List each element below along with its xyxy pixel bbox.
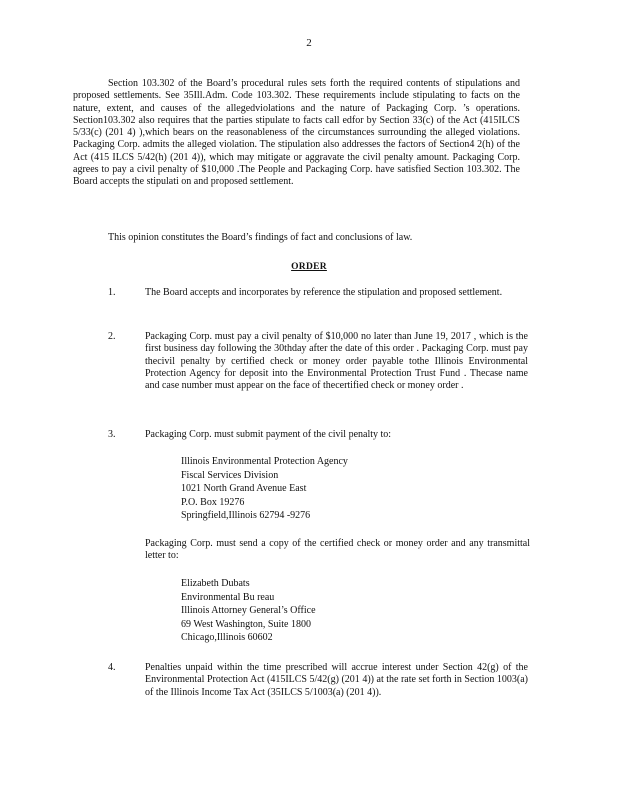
order-item-text: Penalties unpaid within the time prescribed will accrue interest under Section 42(g) of the Environmental Protection Act (415ILCS 5/42(g) (201 4)) at the rate set forth in Section 1003(a) of the Illinois Income Tax Act (35ILCS 5/1003(a) (201 4)). xyxy=(145,662,528,698)
page-number: 2 xyxy=(306,37,312,49)
findings-statement-paragraph: This opinion constitutes the Board’s findings of fact and conclusions of law. xyxy=(108,232,413,243)
copy-instruction-paragraph: Packaging Corp. must send a copy of the certified check or money order and any transmittal letter to: xyxy=(145,538,530,562)
address-line: Chicago,Illinois 60602 xyxy=(181,632,273,643)
order-item-text: The Board accepts and incorporates by reference the stipulation and proposed settlement. xyxy=(145,287,503,298)
address-line: Springfield,Illinois 62794 -9276 xyxy=(181,510,311,521)
settlement-discussion-paragraph: Section 103.302 of the Board’s procedural rules sets forth the required contents of stipulations and proposed settlements. See 35Ill.Adm. Code 103.302. These requirements include stipulating to facts on the nature, extent, and causes of the allegedviolations and the nature of Packaging Corp. ’s operations. Section103.302 also requires that the parties stipulate to facts call edfor by Section 33(c) of the Act (415ILCS 5/33(c) (201 4) ),which bears on the reasonableness of the circumstances surrounding the alleged violations. Packaging Corp. admits the alleged violation. The stipulation also addresses the factors of Section4 2(h) of the Act (415 ILCS 5/42(h) (201 4)), which may mitigate or aggravate the civil penalty amount. Packaging Corp. agrees to pay a civil penalty of $10,000 .The People and Packaging Corp. have satisfied Section 103.302. The Board accepts the stipulati on and proposed settlement. xyxy=(73,78,520,187)
address-line: Environmental Bu reau xyxy=(181,591,275,603)
order-item-number: 1. xyxy=(108,287,116,298)
address-line: 1021 North Grand Avenue East xyxy=(181,483,307,494)
address-line: P.O. Box 19276 xyxy=(181,496,245,508)
address-line: Elizabeth Dubats xyxy=(181,578,250,589)
address-line: Illinois Environmental Protection Agency xyxy=(181,456,348,467)
address-line: Fiscal Services Division xyxy=(181,469,279,481)
order-item-number: 2. xyxy=(108,331,116,342)
order-item-2 xyxy=(108,331,528,392)
payment-address-block xyxy=(181,455,348,523)
order-item-number: 3. xyxy=(108,429,116,440)
order-item-3 xyxy=(108,429,528,441)
order-item-4 xyxy=(108,662,528,699)
copy-address-block xyxy=(181,577,316,645)
order-item-1 xyxy=(108,287,528,299)
address-line: Illinois Attorney General’s Office xyxy=(181,605,316,616)
order-item-text: Packaging Corp. must pay a civil penalty of $10,000 no later than June 19, 2017 , which is the first business day following the 30thday after the date of this order . Packaging Corp. must pay thecivil penalty by certified check or money order payable tothe Illinois Environmental Protection Agency for deposit into the Environmental Protection Trust Fund . Thecase name and case number must appear on the face of thecertified check or money order . xyxy=(145,331,528,391)
address-line: 69 West Washington, Suite 1800 xyxy=(181,618,311,630)
order-item-number: 4. xyxy=(108,662,116,673)
order-item-text: Packaging Corp. must submit payment of the civil penalty to: xyxy=(145,429,392,440)
order-heading: ORDER xyxy=(291,262,327,272)
